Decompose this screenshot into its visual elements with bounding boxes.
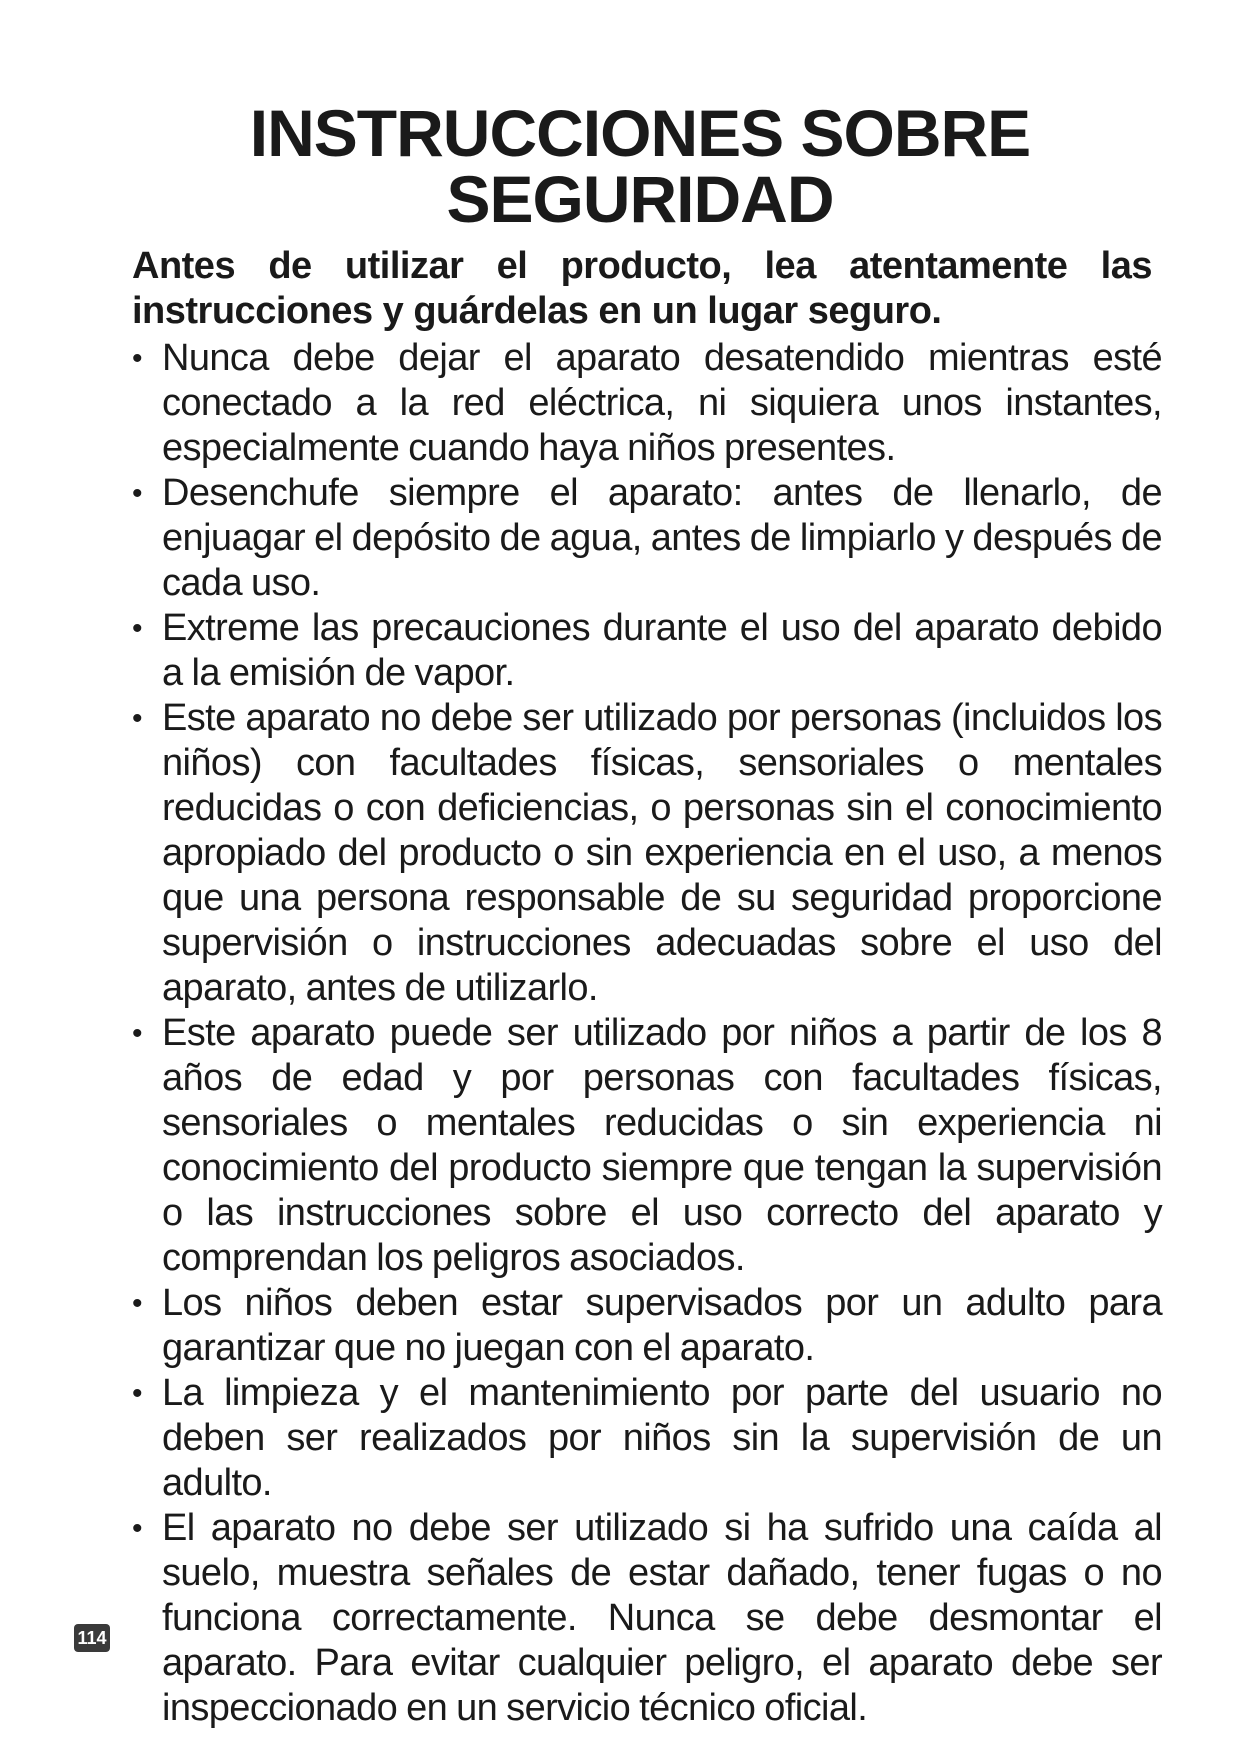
safety-rule-5 bbox=[132, 1011, 1162, 1281]
bullet-icon: • bbox=[132, 1017, 142, 1050]
page-number-badge: 114 bbox=[74, 1624, 110, 1652]
bullet-icon: • bbox=[132, 342, 142, 375]
safety-rule-1 bbox=[132, 336, 1162, 471]
bullet-icon: • bbox=[132, 612, 142, 645]
bullet-icon: • bbox=[132, 1512, 142, 1545]
safety-rule-text: Este aparato puede ser utilizado por niños a partir de los 8 años de edad y por personas con facultades físicas, sensoriales o mentales reducidas o sin experiencia ni conocimiento del producto siempre que tengan la supervisión o las instrucciones sobre el uso correcto del aparato y comprendan los peligros asociados. bbox=[162, 1012, 1162, 1279]
safety-rule-text: Los niños deben estar supervisados por un adulto para garantizar que no juegan con el aparato. bbox=[162, 1282, 1162, 1369]
safety-rule-text: Este aparato no debe ser utilizado por personas (incluidos los niños) con facultades físicas, sensoriales o mentales reducidas o con deficiencias, o personas sin el conocimiento apropiado del producto o sin experiencia en el uso, a menos que una persona responsable de su seguridad proporcione supervisión o instrucciones adecuadas sobre el uso del aparato, antes de utilizarlo. bbox=[162, 697, 1162, 1009]
safety-rule-6 bbox=[132, 1281, 1162, 1371]
safety-rule-text: Desenchufe siempre el aparato: antes de llenarlo, de enjuagar el depósito de agua, antes de limpiarlo y después de cada uso. bbox=[162, 472, 1162, 604]
page-title bbox=[130, 96, 1150, 236]
intro-paragraph: Antes de utilizar el producto, lea atentamente las instrucciones y guárdelas en un lugar seguro. bbox=[132, 245, 1152, 332]
bullet-icon: • bbox=[132, 702, 142, 735]
safety-rule-text: Extreme las precauciones durante el uso del aparato debido a la emisión de vapor. bbox=[162, 607, 1162, 694]
safety-rule-2 bbox=[132, 471, 1162, 606]
page-title-line-2: SEGURIDAD bbox=[446, 162, 834, 236]
safety-rules-list bbox=[132, 336, 1162, 1731]
safety-rule-8 bbox=[132, 1506, 1162, 1731]
safety-rule-text: Nunca debe dejar el aparato desatendido mientras esté conectado a la red eléctrica, ni siquiera unos instantes, especialmente cuando haya niños presentes. bbox=[162, 337, 1162, 469]
bullet-icon: • bbox=[132, 1287, 142, 1320]
safety-rule-3 bbox=[132, 606, 1162, 696]
safety-rule-7 bbox=[132, 1371, 1162, 1506]
safety-rule-text: El aparato no debe ser utilizado si ha sufrido una caída al suelo, muestra señales de estar dañado, tener fugas o no funciona correctamente. Nunca se debe desmontar el aparato. Para evitar cualquier peligro, el aparato debe ser inspeccionado en un servicio técnico oficial. bbox=[162, 1507, 1162, 1729]
bullet-icon: • bbox=[132, 1377, 142, 1410]
bullet-icon: • bbox=[132, 477, 142, 510]
page-title-line-1: INSTRUCCIONES SOBRE bbox=[249, 96, 1031, 170]
safety-rule-text: La limpieza y el mantenimiento por parte del usuario no deben ser realizados por niños sin la supervisión de un adulto. bbox=[162, 1372, 1162, 1504]
safety-rule-4 bbox=[132, 696, 1162, 1011]
